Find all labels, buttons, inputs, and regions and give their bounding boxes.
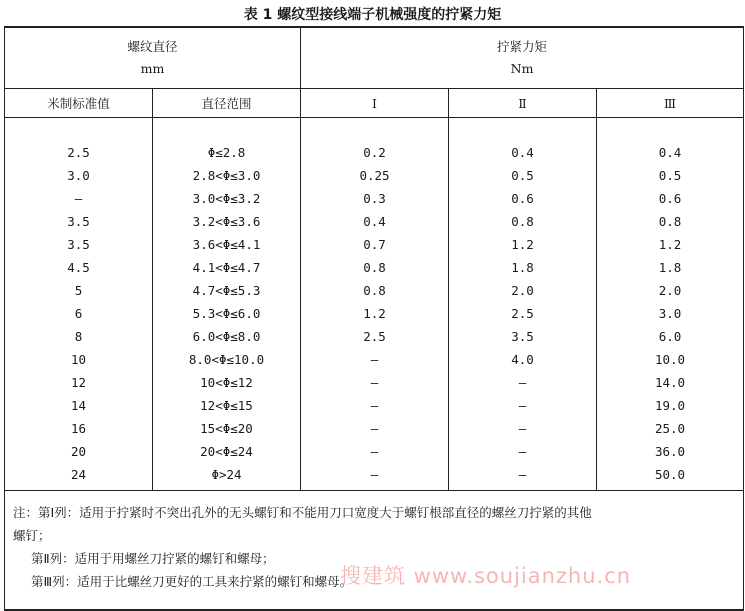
diameter-header [5,27,301,89]
cell-t2: 4.0 [449,348,597,371]
cell-t2: 2.0 [449,279,597,302]
cell-range: 3.2<Φ≤3.6 [153,210,301,233]
cell-t3: 0.4 [597,141,744,164]
cell-metric: 16 [5,417,153,440]
cell-t3: 0.5 [597,164,744,187]
cell-t1: 0.3 [301,187,449,210]
table-row [5,233,744,256]
cell-range: Φ≤2.8 [153,141,301,164]
cell-metric: 8 [5,325,153,348]
cell-t3: 1.2 [597,233,744,256]
cell-metric: 24 [5,463,153,486]
cell-t1: 0.8 [301,279,449,302]
cell-metric: 5 [5,279,153,302]
cell-t2: 0.5 [449,164,597,187]
cell-range: 5.3<Φ≤6.0 [153,302,301,325]
cell-t1: — [301,417,449,440]
cell-range: 4.1<Φ≤4.7 [153,256,301,279]
cell-t3: 19.0 [597,394,744,417]
table-notes [5,491,744,611]
cell-t1: 0.2 [301,141,449,164]
table-row [5,210,744,233]
cell-t1: — [301,394,449,417]
cell-t1: 2.5 [301,325,449,348]
table-row [5,164,744,187]
cell-t1: — [301,371,449,394]
cell-t2: 2.5 [449,302,597,325]
diameter-header-unit: mm [140,61,165,76]
torque-table [4,26,744,611]
table-body [5,118,744,487]
table-row [5,302,744,325]
col-metric-header: 米制标准值 [5,89,153,118]
table-row [5,141,744,164]
note-line-2: 第Ⅱ列：适用于用螺丝刀拧紧的螺钉和螺母； [31,551,275,566]
cell-range: 3.0<Φ≤3.2 [153,187,301,210]
cell-range: 4.7<Φ≤5.3 [153,279,301,302]
cell-t1: — [301,348,449,371]
cell-t1: 0.8 [301,256,449,279]
cell-t3: 1.8 [597,256,744,279]
col-II-header: Ⅱ [449,89,597,118]
cell-t1: — [301,463,449,486]
cell-t2: — [449,463,597,486]
col-range-header: 直径范围 [153,89,301,118]
cell-metric: 2.5 [5,141,153,164]
cell-range: 8.0<Φ≤10.0 [153,348,301,371]
diameter-header-label: 螺纹直径 [127,39,178,54]
cell-t3: 10.0 [597,348,744,371]
cell-metric: 20 [5,440,153,463]
table-row [5,279,744,302]
cell-t2: — [449,417,597,440]
cell-metric: 10 [5,348,153,371]
note-line-1-cont: 螺钉； [13,528,51,543]
cell-metric: 14 [5,394,153,417]
torque-header [301,27,744,89]
cell-metric: 6 [5,302,153,325]
table-row [5,440,744,463]
cell-t3: 14.0 [597,371,744,394]
cell-metric: 3.5 [5,233,153,256]
cell-range: Φ>24 [153,463,301,486]
torque-header-unit: Nm [510,61,534,76]
cell-t2: 1.8 [449,256,597,279]
table-title: 表 1 螺纹型接线端子机械强度的拧紧力矩 [243,7,502,23]
cell-range: 10<Φ≤12 [153,371,301,394]
watermark: 搜建筑 www.soujianzhu.cn [340,564,632,588]
cell-t3: 0.6 [597,187,744,210]
cell-t2: — [449,440,597,463]
note-line-3: 第Ⅲ列：适用于比螺丝刀更好的工具来拧紧的螺钉和螺母。 [31,574,353,589]
table-row [5,371,744,394]
cell-t2: 0.4 [449,141,597,164]
cell-range: 3.6<Φ≤4.1 [153,233,301,256]
table-row [5,348,744,371]
cell-range: 2.8<Φ≤3.0 [153,164,301,187]
cell-t3: 36.0 [597,440,744,463]
table-row [5,325,744,348]
cell-range: 12<Φ≤15 [153,394,301,417]
table-row [5,463,744,486]
cell-t1: 0.7 [301,233,449,256]
cell-t3: 2.0 [597,279,744,302]
table-row [5,417,744,440]
cell-metric: — [5,187,153,210]
cell-t1: — [301,440,449,463]
cell-t3: 25.0 [597,417,744,440]
cell-t2: 3.5 [449,325,597,348]
cell-t2: 0.8 [449,210,597,233]
cell-metric: 4.5 [5,256,153,279]
table-row [5,394,744,417]
cell-metric: 3.5 [5,210,153,233]
table-row [5,187,744,210]
cell-t1: 0.4 [301,210,449,233]
col-III-header: Ⅲ [597,89,744,118]
cell-t2: — [449,394,597,417]
cell-t3: 3.0 [597,302,744,325]
cell-t3: 6.0 [597,325,744,348]
cell-t3: 50.0 [597,463,744,486]
cell-t2: 0.6 [449,187,597,210]
table-row [5,256,744,279]
cell-t2: 1.2 [449,233,597,256]
cell-t2: — [449,371,597,394]
torque-header-label: 拧紧力矩 [497,39,548,54]
cell-t1: 1.2 [301,302,449,325]
cell-range: 6.0<Φ≤8.0 [153,325,301,348]
cell-metric: 12 [5,371,153,394]
cell-t1: 0.25 [301,164,449,187]
cell-t3: 0.8 [597,210,744,233]
cell-metric: 3.0 [5,164,153,187]
cell-range: 20<Φ≤24 [153,440,301,463]
col-I-header: Ⅰ [301,89,449,118]
cell-range: 15<Φ≤20 [153,417,301,440]
note-line-1: 注：第Ⅰ列：适用于拧紧时不突出孔外的无头螺钉和不能用刀口宽度大于螺钉根部直径的螺丝刀拧紧的其他 [13,505,592,520]
